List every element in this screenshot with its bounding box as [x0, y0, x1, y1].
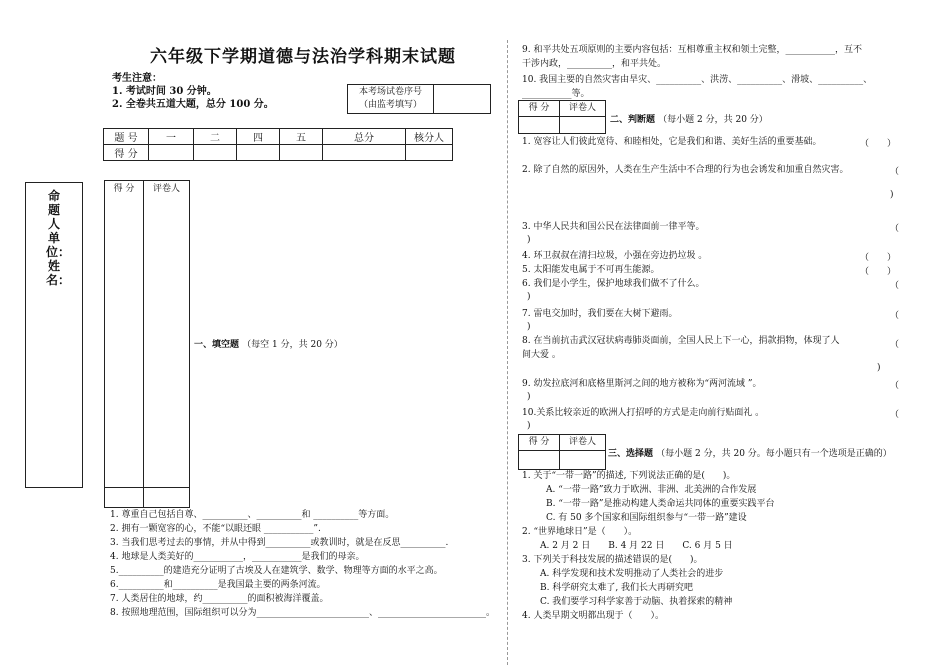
section3-heading: [608, 446, 892, 459]
answer-paren-close: ): [877, 363, 881, 373]
choice-option[interactable]: C. 有 50 多个国家和国际组织参与“一带一路”建设: [546, 513, 747, 523]
seat-label-line1: 本考场试卷序号: [358, 87, 422, 97]
fill-question: 5.__________的建造充分证明了古埃及人在建筑学、数学、物理等方面的水平之高。: [110, 566, 443, 576]
fill-question-continued: ___________等。: [522, 89, 590, 99]
answer-paren-close: ): [527, 392, 531, 402]
score-table-header-row: [104, 129, 453, 145]
answer-paren-open[interactable]: （: [890, 311, 900, 321]
score-cell[interactable]: [194, 145, 237, 161]
score-header-cell: 五: [280, 129, 323, 145]
score-header-cell: 总分: [323, 129, 406, 145]
score-row-label: 得 分: [104, 145, 149, 161]
author-info-box: [25, 182, 83, 488]
fill-question: 10. 我国主要的自然灾害由旱灾、__________、洪涝、__________、滑坡、__________、: [522, 75, 873, 85]
score-cell[interactable]: [149, 145, 194, 161]
answer-paren[interactable]: （ ）: [860, 267, 897, 277]
grader-row-line: [519, 116, 605, 117]
grader-score-label: 得 分: [113, 184, 135, 194]
page-title: 六年级下学期道德与法治学科期末试题: [150, 47, 456, 67]
choice-option[interactable]: A. “一带一路”致力于欧洲、非洲、北美洲的合作发展: [546, 485, 757, 495]
section1-items: [110, 509, 495, 621]
fill-question: 1. 尊重自己包括自尊、__________、__________和 __________等方面。: [110, 510, 395, 520]
judge-question: 1. 宽容让人们彼此宽待、和睦相处，它是我们和谐、美好生活的重要基础。: [522, 137, 822, 147]
answer-paren-open[interactable]: （: [890, 224, 900, 234]
section3-items: [522, 470, 775, 624]
judge-question: 2. 除了自然的原因外，人类在生产生活中不合理的行为也会诱发和加重自然灾害。: [522, 165, 849, 175]
answer-paren[interactable]: （ ）: [860, 139, 897, 149]
grader-score-label: 得 分: [528, 437, 550, 447]
fill-question: 3. 当我们思考过去的事情，并从中得到__________或教训时，就是在反思__________.: [110, 538, 449, 548]
choice-option[interactable]: B. 科学研究太难了, 我们长大再研究吧: [540, 583, 694, 593]
judge-question: 8. 在当前抗击武汉冠状病毒肺炎面前，全国人民上下一心，捐款捐物，体现了人: [522, 336, 840, 346]
judge-question-continued: 间大爱 。: [522, 350, 561, 360]
section1-title: 一、填空题: [194, 340, 240, 350]
section1-heading: [194, 337, 343, 350]
fill-question-continued: 干涉内政，__________，和平共处。: [522, 59, 667, 69]
score-cell[interactable]: [237, 145, 280, 161]
judge-question: 3. 中华人民共和国公民在法律面前一律平等。: [522, 222, 705, 232]
score-cell[interactable]: [323, 145, 406, 161]
answer-paren-open[interactable]: （: [890, 410, 900, 420]
fill-question: 2. 拥有一颗宽容的心，不能“以眼还眼 ___________”.: [110, 524, 321, 534]
seat-number-label: [348, 85, 434, 113]
notice-item: 1. 考试时间 30 分钟。: [112, 86, 217, 97]
fill-question: 6.__________和__________是我国最主要的两条河流。: [110, 580, 326, 590]
judge-question: 5. 太阳能发电属于不可再生能源。: [522, 265, 660, 275]
judge-question: 7. 雷电交加时，我们要在大树下避雨。: [522, 309, 678, 319]
answer-paren-open[interactable]: （: [890, 340, 900, 350]
judge-question: 9. 幼发拉底河和底格里斯河之间的地方被称为“两河流域 ”。: [522, 379, 762, 389]
score-header-cell: 四: [237, 129, 280, 145]
fill-question: 8. 按照地理范围，国际组织可以分为_________________________、________________________。: [110, 608, 495, 618]
notice-title: 考生注意：: [112, 73, 162, 84]
author-info-text: 命题人单位：姓名：: [46, 189, 71, 287]
score-header-cell: 一: [149, 129, 194, 145]
score-cell[interactable]: [406, 145, 453, 161]
score-cell[interactable]: [280, 145, 323, 161]
notice-block: [112, 72, 274, 111]
seat-label-line2: （由监考填写）: [358, 100, 422, 110]
grader-reviewer-label: 评卷人: [152, 184, 180, 194]
choice-option[interactable]: C. 我们要学习科学家善于动脑、执着探索的精神: [540, 597, 733, 607]
choice-question: 2. “世界地球日”是（ ）。: [522, 527, 638, 537]
grader-reviewer-label: 评卷人: [568, 103, 596, 113]
grader-row-line: [519, 450, 605, 451]
section2-heading: [610, 112, 768, 125]
judge-question: 4. 环卫叔叔在清扫垃圾，小强在旁边扔垃圾 。: [522, 251, 708, 261]
answer-paren[interactable]: （ ）: [860, 253, 897, 263]
score-table-score-row: [104, 145, 453, 161]
choice-option[interactable]: B. “一带一路”是推动构建人类命运共同体的重要实践平台: [546, 499, 775, 509]
section1-continued: [522, 44, 872, 102]
answer-paren-open[interactable]: （: [890, 381, 900, 391]
section3-title: 三、选择题: [608, 449, 654, 459]
notice-item: 2. 全卷共五道大题，总分 100 分。: [112, 99, 274, 110]
grader-score-label: 得 分: [528, 103, 550, 113]
score-table: [103, 128, 453, 161]
answer-paren-open[interactable]: （: [890, 281, 900, 291]
section3-grader-box: [518, 434, 606, 470]
grader-bottom-line: [105, 487, 189, 488]
section1-note: （每空 1 分，共 20 分）: [242, 340, 343, 350]
grader-divider: [143, 181, 144, 507]
section2-note: （每小题 2 分，共 20 分）: [658, 115, 768, 125]
grader-reviewer-label: 评卷人: [568, 437, 596, 447]
fill-question: 4. 地球是人类美好的___________，___________是我们的母亲。: [110, 552, 365, 562]
score-header-cell: 核分人: [406, 129, 453, 145]
answer-paren-close: ): [527, 421, 531, 431]
seat-number-box: [347, 84, 491, 114]
choice-option[interactable]: A. 科学发现和技术发明推动了人类社会的进步: [540, 569, 724, 579]
judge-question: 10.关系比较亲近的欧洲人打招呼的方式是走向前行贴面礼 。: [522, 408, 765, 418]
fill-question: 7. 人类居住的地球，约__________的面积被海洋覆盖。: [110, 594, 329, 604]
section2-grader-box: [518, 100, 606, 134]
section1-grader-box: [104, 180, 190, 508]
section3-note: （每小题 2 分，共 20 分。每小题只有一个选项是正确的）: [656, 449, 892, 459]
page-divider: [507, 40, 508, 665]
answer-paren-close: ): [527, 235, 531, 245]
choice-question: 4. 人类早期文明都出现于（ ）。: [522, 611, 664, 621]
choice-question: 1. 关于“一带一路”的描述, 下列说法正确的是( )。: [522, 471, 736, 481]
judge-question: 6. 我们是小学生，保护地球我们做不了什么。: [522, 279, 705, 289]
answer-paren-open[interactable]: （: [890, 167, 900, 177]
section2-title: 二、判断题: [610, 115, 656, 125]
answer-paren-close: ): [527, 292, 531, 302]
fill-question: 9. 和平共处五项原则的主要内容包括：互相尊重主权和领土完整，___________，互不: [522, 45, 862, 55]
score-header-cell: 二: [194, 129, 237, 145]
answer-paren-close: ): [527, 322, 531, 332]
choice-option[interactable]: A. 2 月 2 日 B. 4 月 22 日 C. 6 月 5 日: [540, 541, 733, 551]
choice-question: 3. 下列关于科技发展的描述错误的是( )。: [522, 555, 703, 565]
answer-paren-close: ): [890, 190, 894, 200]
score-header-cell: 题 号: [104, 129, 149, 145]
